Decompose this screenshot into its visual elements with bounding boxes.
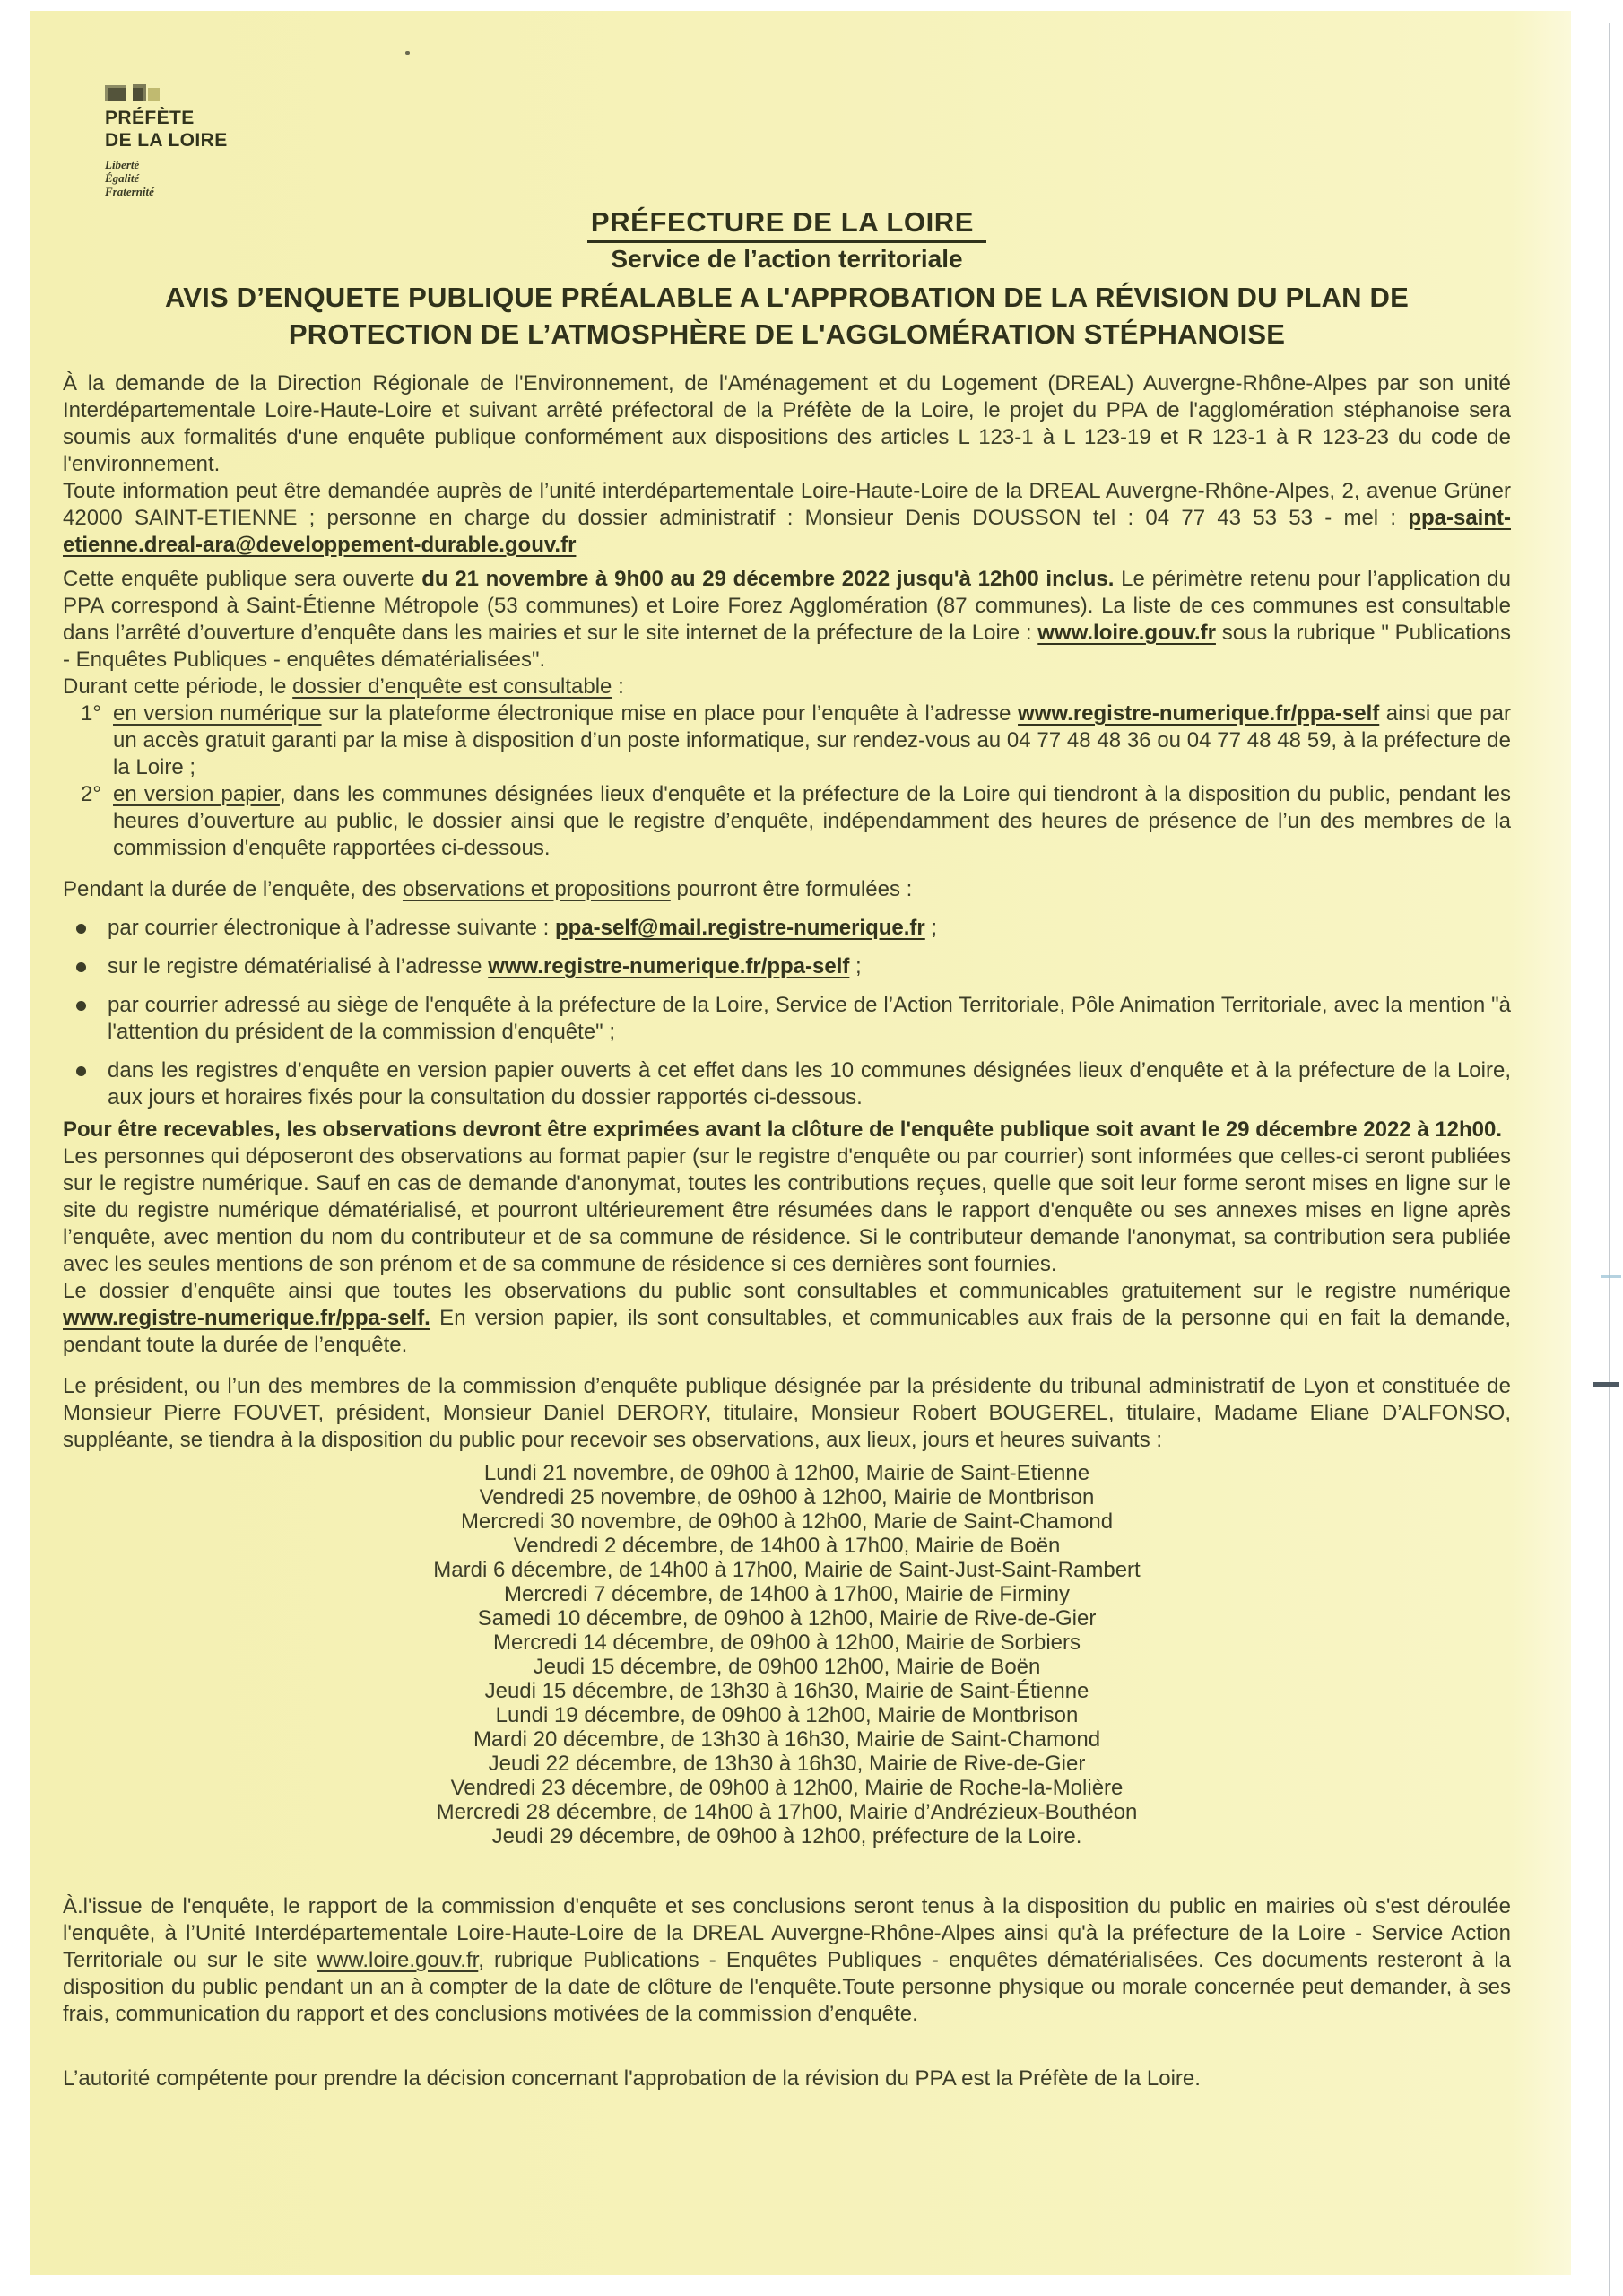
schedule-line: Jeudi 22 décembre, de 13h30 à 16h30, Mairie de Rive-de-Gier <box>488 1752 1086 1776</box>
bullet-icon <box>76 962 86 972</box>
schedule-line: Vendredi 25 novembre, de 09h00 à 12h00, Mairie de Montbrison <box>479 1485 1095 1509</box>
notice-paper-sheet <box>30 11 1571 2275</box>
notice-header <box>63 206 1511 352</box>
notice-title-line1: AVIS D’ENQUETE PUBLIQUE PRÉALABLE A L'APPROBATION DE LA RÉVISION DU PLAN DE <box>164 282 1410 313</box>
paragraph-dossier: Le dossier d’enquête ainsi que toutes les observations du public sont consultables et communicables gratuitement sur le registre numérique www.registre-numerique.fr/ppa-self. En version papier, ils sont consultables, et communicables aux frais de la personne qui en fait la demande, pendant toute la durée de l’enquête. <box>63 1279 1511 1357</box>
schedule-line: Jeudi 15 décembre, de 13h30 à 16h30, Mairie de Saint-Étienne <box>484 1679 1089 1703</box>
schedule-line: Mercredi 28 décembre, de 14h00 à 17h00, Mairie d’Andrézieux-Bouthéon <box>436 1800 1138 1824</box>
paragraph-durant: Durant cette période, le dossier d’enquête est consultable : <box>63 674 624 699</box>
schedule-line: Samedi 10 décembre, de 09h00 à 12h00, Mairie de Rive-de-Gier <box>477 1606 1097 1631</box>
bullet-courrier-siege: par courrier adressé au siège de l'enquête à la préfecture de la Loire, Service de l’Action Territoriale, Pôle Animation Territoriale, avec la mention "à l'attention du président de la commission d'enquête" ; <box>76 992 1511 1046</box>
paragraph-information: Toute information peut être demandée auprès de l’unité interdépartementale Loire-Haute-Loire de la DREAL Auvergne-Rhône-Alpes, 2, avenue Grüner 42000 SAINT-ETIENNE ; personne en charge du dossier administratif : Monsieur Denis DOUSSON tel : 04 77 43 53 53 - mel : ppa-saint-etienne.dreal-ara@developpement-durable.gouv.fr <box>63 479 1511 557</box>
numbered-item-version-numerique: 1° en version numérique sur la plateforme électronique mise en place pour l’enquête à l’adresse www.registre-numerique.fr/ppa-self ainsi que par un accès gratuit garanti par la mise à disposition d’un poste informatique, sur rendez-vous au 04 77 48 48 36 ou 04 77 48 48 59, à la préfecture de la Loire ; <box>81 701 1511 779</box>
schedule-line: Mardi 20 décembre, de 13h30 à 16h30, Mairie de Saint-Chamond <box>473 1727 1101 1752</box>
motto-fraternite: Fraternité <box>105 185 154 198</box>
paragraph-ouverture: Cette enquête publique sera ouverte du 21 novembre à 9h00 au 29 décembre 2022 jusqu'à 12h00 inclus. Le périmètre retenu pour l’application du PPA correspond à Saint-Étienne Métropole (53 communes) et Loire Forez Agglomération (87 communes). La liste de ces communes est consultable dans l’arrêté d’ouverture d’enquête dans les mairies et sur le site internet de la préfecture de la Loire : www.loire.gouv.fr sous la rubrique " Publications - Enquêtes Publiques - enquêtes dématérialisées". <box>63 567 1511 672</box>
scan-mark-blue-tick <box>1601 1275 1621 1278</box>
service-subtitle: Service de l’action territoriale <box>611 245 963 273</box>
logo-department-line: DE LA LOIRE <box>105 130 228 151</box>
logo-prefete-line: PRÉFÈTE <box>105 108 195 128</box>
bullet-registre-dematerialise: sur le registre dématérialisé à l’adresse www.registre-numerique.fr/ppa-self ; <box>76 953 1511 980</box>
schedule-line: Mercredi 7 décembre, de 14h00 à 17h00, Mairie de Firminy <box>504 1582 1070 1606</box>
schedule-line: Vendredi 2 décembre, de 14h00 à 17h00, Mairie de Boën <box>513 1534 1061 1558</box>
schedule-line: Mardi 6 décembre, de 14h00 à 17h00, Mairie de Saint-Just-Saint-Rambert <box>433 1558 1141 1582</box>
paragraph-issue: À.l'issue de l'enquête, le rapport de la commission d'enquête et ses conclusions seront tenus à la disposition du public en mairies où s'est déroulée l'enquête, à l’Unité Interdépartementale Loire-Haute-Loire de la DREAL Auvergne-Rhône-Alpes ainsi qu'à la préfecture de la Loire - Service Action Territoriale ou sur le site www.loire.gouv.fr, rubrique Publications - Enquêtes Publiques - enquêtes dématérialisées. Ces documents resteront à la disposition du public pendant un an à compter de la date de clôture de l'enquête.Toute personne physique ou morale concernée peut demander, à ses frais, communication du rapport et des conclusions motivées de la commission d’enquête. <box>63 1894 1511 2026</box>
scan-mark-dash <box>1593 1382 1619 1387</box>
scan-edge-line <box>1609 23 1610 2296</box>
motto-egalite: Égalité <box>105 171 140 185</box>
paragraph-personnes: Les personnes qui déposeront des observations au format papier (sur le registre d'enquête ou par courrier) sont informées que celles-ci seront publiées sur le registre numérique. Sauf en cas de demande d'anonymat, toutes les contributions reçues, quelle que soit leur forme seront mises en ligne sur le site du registre numérique dématérialisé, et pourront ultérieurement être résumées dans le rapport d'enquête ou ses annexes mises en ligne après l’enquête, avec mention du nom du contributeur et de sa commune de résidence. Si le contributeur demande l'anonymat, sa contribution sera publiée avec les seules mentions de son prénom et de sa commune de résidence si ces dernières sont fournies. <box>63 1144 1511 1276</box>
notice-title <box>63 279 1511 352</box>
paragraph-pendant: Pendant la durée de l’enquête, des observations et propositions pourront être formulées : <box>63 877 913 901</box>
schedule-line: Jeudi 29 décembre, de 09h00 à 12h00, préfecture de la Loire. <box>491 1824 1082 1848</box>
bullet-icon <box>76 1001 86 1011</box>
paragraph-president: Le président, ou l’un des membres de la commission d’enquête publique désignée par la présidente du tribunal administratif de Lyon et constituée de Monsieur Pierre FOUVET, président, Monsieur Daniel DERORY, titulaire, Monsieur Robert BOUGEREL, titulaire, Madame Eliane D’ALFONSO, suppléante, se tiendra à la disposition du public pour recevoir ses observations, aux lieux, jours et heures suivants : <box>63 1374 1511 1452</box>
scan-speck <box>405 51 410 55</box>
schedule-list <box>63 1461 1511 1848</box>
numbered-item-marker: 2° <box>81 782 101 806</box>
page-title: PRÉFECTURE DE LA LOIRE <box>63 206 1511 239</box>
schedule-line: Mercredi 30 novembre, de 09h00 à 12h00, Marie de Saint-Chamond <box>460 1509 1114 1534</box>
schedule-line: Lundi 19 décembre, de 09h00 à 12h00, Mairie de Montbrison <box>495 1703 1079 1727</box>
paragraph-recevables: Pour être recevables, les observations devront être exprimées avant la clôture de l'enquête publique soit avant le 29 décembre 2022 à 12h00. <box>63 1118 1503 1142</box>
bullet-icon <box>76 924 86 934</box>
schedule-line: Lundi 21 novembre, de 09h00 à 12h00, Mairie de Saint-Etienne <box>483 1461 1090 1485</box>
schedule-line: Mercredi 14 décembre, de 09h00 à 12h00, Mairie de Sorbiers <box>492 1631 1081 1655</box>
bullet-registres-papier: dans les registres d’enquête en version papier ouverts à cet effet dans les 10 communes désignées lieux d’enquête et à la préfecture de la Loire, aux jours et horaires fixés pour la consultation du dossier rapportés ci-dessous. <box>76 1057 1511 1111</box>
paragraph-demande: À la demande de la Direction Régionale de l'Environnement, de l'Aménagement et du Logement (DREAL) Auvergne-Rhône-Alpes par son unité Interdépartementale Loire-Haute-Loire et suivant arrêté préfectoral de la Préfète de la Loire, le projet du PPA de l'agglomération stéphanoise sera soumis aux formalités d'une enquête publique conformément aux dispositions des articles L 123-1 à L 123-19 et R 123-1 à R 123-23 du code de l'environnement. <box>63 371 1511 476</box>
bullet-icon <box>76 1066 86 1076</box>
numbered-item-marker: 1° <box>81 701 101 726</box>
bullet-courrier-electronique: par courrier électronique à l’adresse suivante : ppa-self@mail.registre-numerique.fr ; <box>76 915 1511 942</box>
schedule-line: Vendredi 23 décembre, de 09h00 à 12h00, Mairie de Roche-la-Molière <box>450 1776 1124 1800</box>
paragraph-autorite: L’autorité compétente pour prendre la décision concernant l'approbation de la révision du PPA est la Préfète de la Loire. <box>63 2066 1201 2091</box>
numbered-item-version-papier: 2° en version papier, dans les communes désignées lieux d'enquête et la préfecture de la Loire qui tiendront à la disposition du public, pendant les heures d’ouverture au public, le dossier ainsi que le registre d’enquête, indépendamment des heures de présence de l’un des membres de la commission d'enquête rapportées ci-dessous. <box>81 782 1512 860</box>
motto-liberte: Liberté <box>105 158 140 171</box>
notice-content <box>63 11 1511 2092</box>
schedule-line: Jeudi 15 décembre, de 09h00 12h00, Mairie de Boën <box>533 1655 1041 1679</box>
notice-title-line2: PROTECTION DE L’ATMOSPHÈRE DE L'AGGLOMÉRATION STÉPHANOISE <box>288 318 1286 350</box>
